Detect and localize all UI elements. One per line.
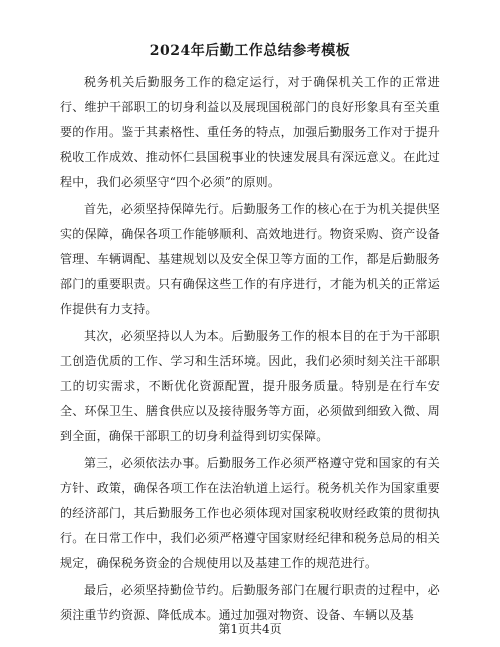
paragraph-intro: 税务机关后勤服务工作的稳定运行，对于确保机关工作的正常进行、维护干部职工的切身利益以及展现国税部门的良好形象具有至关重要的作用。鉴于其素格性、重任务的特点，加强后勤服务工作对于提升税收工作成效、推动怀仁县国税事业的快速发展具有深远意义。在此过程中，我们必须坚守“四个必须”的原则。	[60, 75, 440, 189]
page-number: 第1页共4页	[218, 622, 282, 636]
paragraph-second: 其次，必须坚持以人为本。后勤服务工作的根本目的在于为干部职工创造优质的工作、学习和生活环境。因此，我们必须时刻关注干部职工的切实需求，不断优化资源配置，提升服务质量。特别是在行车安全、环保卫生、膳食供应以及接待服务等方面，必须做到细致入微、周到全面，确保干部职工的切身利益得到切实保障。	[60, 329, 440, 443]
document-title: 2024年后勤工作总结参考模板	[149, 43, 351, 59]
paragraph-first: 首先，必须坚持保障先行。后勤服务工作的核心在于为机关提供坚实的保障，确保各项工作能够顺利、高效地进行。物资采购、资产设备管理、车辆调配、基建规划以及安全保卫等方面的工作，都是后勤服务部门的重要职责。只有确保这些工作的有序进行，才能为机关的正常运作提供有力支持。	[60, 202, 440, 316]
paragraph-third: 第三，必须依法办事。后勤服务工作必须严格遵守党和国家的有关方针、政策，确保各项工作在法治轨道上运行。税务机关作为国家重要的经济部门，其后勤服务工作也必须体现对国家税收财经政策的贯彻执行。在日常工作中，我们必须严格遵守国家财经纪律和税务总局的相关规定，确保税务资金的合规使用以及基建工作的规范进行。	[60, 456, 440, 570]
paragraph-last: 最后，必须坚持勤俭节约。后勤服务部门在履行职责的过程中，必须注重节约资源、降低成本。通过加强对物资、设备、车辆以及基	[60, 583, 440, 622]
